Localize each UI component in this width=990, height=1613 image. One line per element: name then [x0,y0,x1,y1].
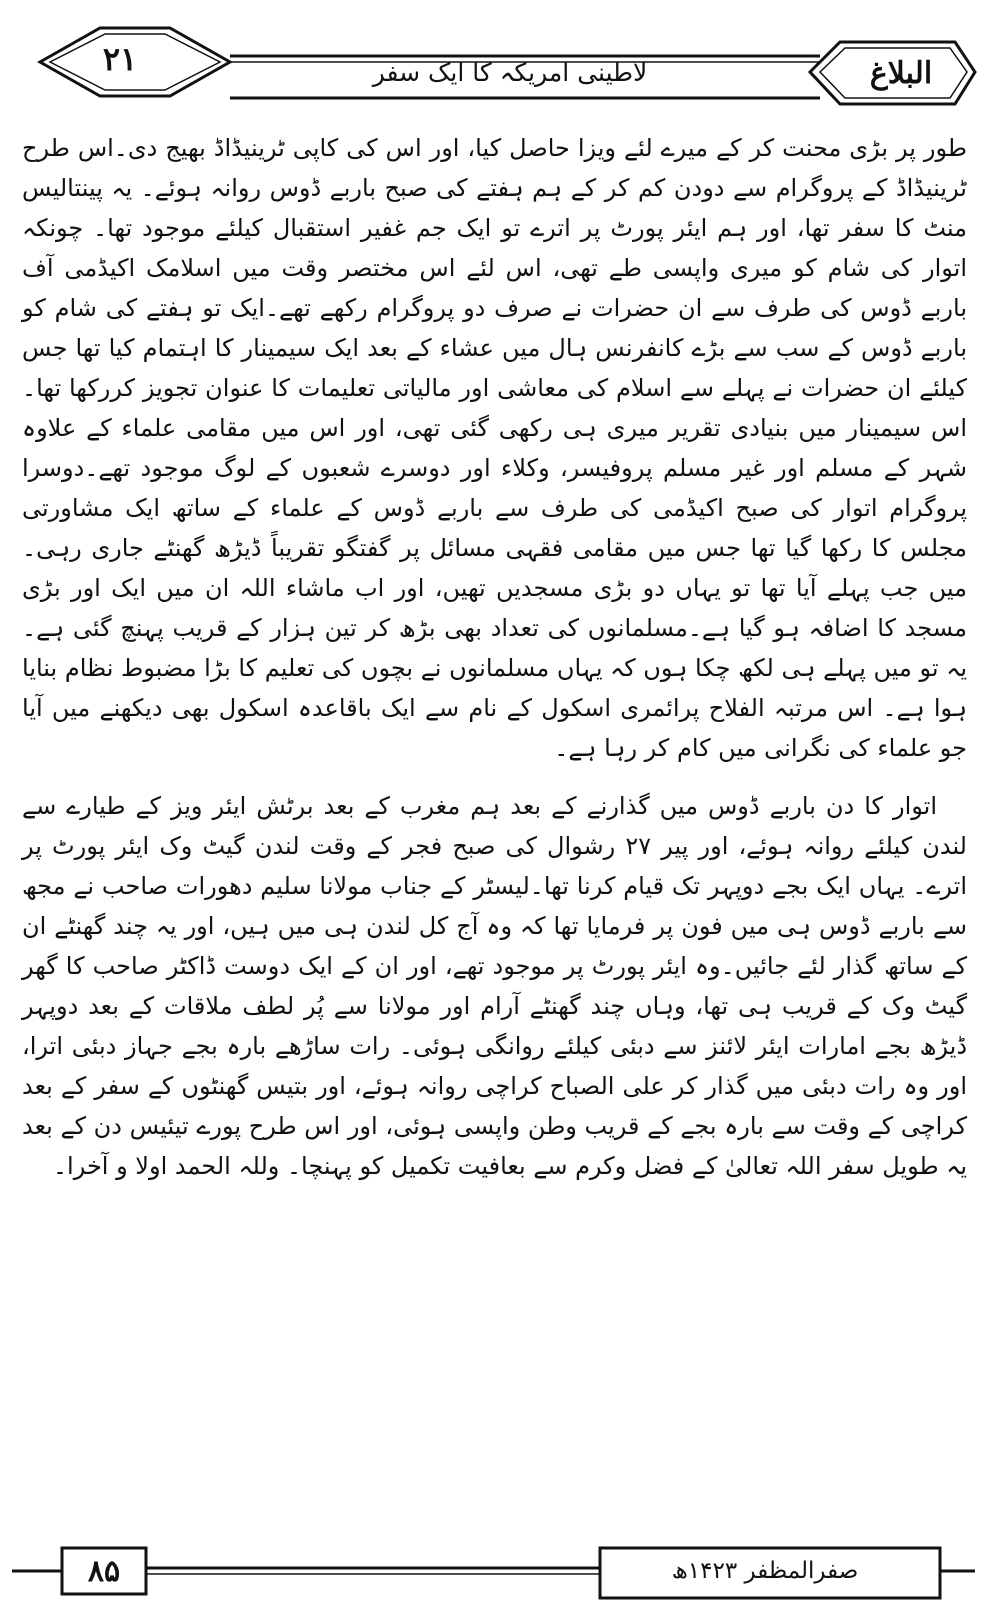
magazine-masthead: البلاغ [869,56,933,91]
footer-page-number: ۸۵ [87,1554,121,1589]
page-header [0,0,990,120]
page-footer [0,1540,990,1613]
running-title: لاطینی امریکہ کا ایک سفر [372,58,648,87]
issue-date: صفرالمظفر ۱۴۲۳ھ [671,1558,859,1584]
article-body [22,128,967,1186]
paragraph-1: طور پر بڑی محنت کر کے میرے لئے ویزا حاصل کیا، اور اس کی کاپی ٹرینیڈاڈ بھیج دی۔اس طرح ٹرینیڈاڈ کے پروگرام سے دودن کم کر کے ہم ہفتے کی صبح باربے ڈوس روانہ ہوئے۔ یہ پینتالیس منٹ کا سفر تھا، اور ہم ایئر پورٹ پر اترے تو ایک جم غفیر استقبال کیلئے موجود تھا۔ چونکہ اتوار کی شام کو میری واپسی طے تھی، اس لئے اس مختصر وقت میں اسلامک اکیڈمی آف باربے ڈوس کی طرف سے ان حضرات نے صرف دو پروگرام رکھے تھے۔ایک تو ہفتے کی شام کو باربے ڈوس کے سب سے بڑے کانفرنس ہال میں عشاء کے بعد ایک سیمینار کا اہتمام کیا تھا جس کیلئے ان حضرات نے پہلے سے اسلام کی معاشی اور مالیاتی تعلیمات کا عنوان تجویز کررکھا تھا۔اس سیمینار میں بنیادی تقریر میری ہی رکھی گئی تھی، اور اس میں مقامی علماء کے علاوہ شہر کے مسلم اور غیر مسلم پروفیسر، وکلاء اور دوسرے شعبوں کے لوگ موجود تھے۔دوسرا پروگرام اتوار کی صبح اکیڈمی کی طرف سے باربے ڈوس کے علماء کے ساتھ ایک مشاورتی مجلس کا رکھا گیا تھا جس میں مقامی فقہی مسائل پر گفتگو تقریباً ڈیڑھ گھنٹے جاری رہی۔میں جب پہلے آیا تھا تو یہاں دو بڑی مسجدیں تھیں، اور اب ماشاء اللہ ان میں ایک اور بڑی مسجد کا اضافہ ہو گیا ہے۔مسلمانوں کی تعداد بھی بڑھ کر تین ہزار کے قریب پہنچ گئی ہے۔یہ تو میں پہلے ہی لکھ چکا ہوں کہ یہاں مسلمانوں نے بچوں کی تعلیم کا بڑا مضبوط نظام بنایا ہوا ہے۔ اس مرتبہ الفلاح پرائمری اسکول کے نام سے ایک باقاعدہ اسکول بھی دیکھنے میں آیا جو علماء کی نگرانی میں کام کر رہا ہے۔ [22,134,967,762]
paragraph-2: اتوار کا دن باربے ڈوس میں گذارنے کے بعد ہم مغرب کے بعد برٹش ایئر ویز کے طیارے سے لندن کیلئے روانہ ہوئے، اور پیر ۲۷ رشوال کی صبح فجر کے وقت لندن گیٹ وک ایئر پورٹ پر اترے۔ یہاں ایک بجے دوپہر تک قیام کرنا تھا۔لیسٹر کے جناب مولانا سلیم دھورات صاحب نے مجھ سے باربے ڈوس ہی میں فون پر فرمایا تھا کہ وہ آج کل لندن ہی میں ہیں، اور یہ چند گھنٹے ان کے ساتھ گذار لئے جائیں۔وہ ایئر پورٹ پر موجود تھے، اور ان کے ایک دوست ڈاکٹر صاحب کا گھر گیٹ وک کے قریب ہی تھا، وہاں چند گھنٹے آرام اور مولانا سے پُر لطف ملاقات کے بعد دوپہر ڈیڑھ بجے امارات ایئر لائنز سے دبئی کیلئے روانگی ہوئی۔ رات ساڑھے بارہ بجے جہاز دبئی اترا، اور وہ رات دبئی میں گذار کر علی الصباح کراچی روانہ ہوئے، اور بتیس گھنٹوں کے سفر کے بعد کراچی کے وقت سے بارہ بجے کے قریب وطن واپسی ہوئی، اور اس طرح پورے تیئیس دن کے بعد یہ طویل سفر اللہ تعالیٰ کے فضل وکرم سے بعافیت تکمیل کو پہنچا۔ وللہ الحمد اولا و آخرا۔ [22,792,967,1180]
header-page-number: ۲۱ [102,40,138,78]
